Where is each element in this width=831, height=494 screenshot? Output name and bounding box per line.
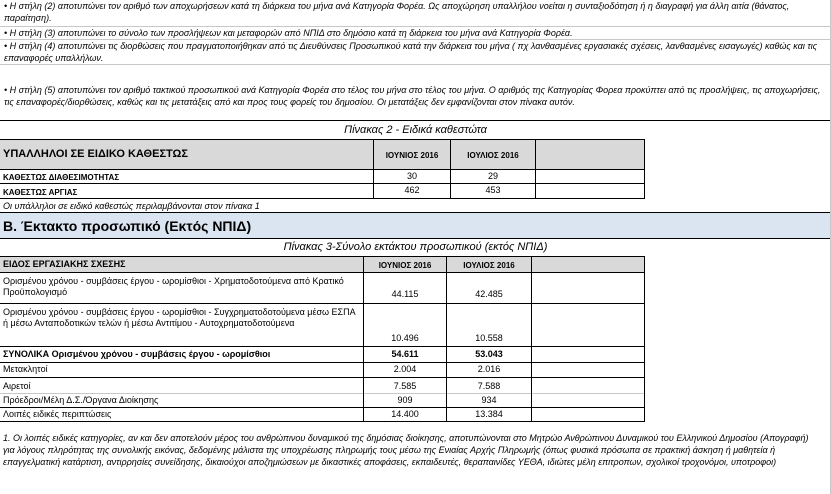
table3-row-july: 2.016: [477, 364, 501, 374]
table2-row-july: 453: [485, 185, 501, 195]
table3-row-label: Μετακλητοί: [3, 364, 48, 374]
table2-header-label: ΥΠΑΛΛΗΛΟΙ ΣΕ ΕΙΔΙΚΟ ΚΑΘΕΣΤΩΣ: [3, 148, 188, 160]
table3-row-june: 2.004: [393, 364, 417, 374]
table3-row-label: ΣΥΝΟΛΙΚΑ Ορισμένου χρόνου - συμβάσεις έργου - ωρομίσθιοι: [3, 349, 271, 359]
table3-row-label: Αιρετοί: [3, 381, 31, 391]
table3-row-june: 10.496: [391, 333, 419, 343]
table3-header-label: ΕΙΔΟΣ ΕΡΓΑΣΙΑΚΗΣ ΣΧΕΣΗΣ: [3, 259, 126, 269]
table3-row-june: 44.115: [391, 289, 419, 299]
table3-row-july: 10.558: [475, 333, 503, 343]
table3-row-july: 53.043: [475, 349, 503, 359]
table3-row-july: 7.588: [477, 381, 501, 391]
table3-row-june: 909: [397, 395, 413, 405]
note-column-2: • Η στήλη (2) αποτυπώνει τον αριθμό των αποχωρήσεων κατά τη διάρκεια του μήνα ανά Κατηγορία Φορέα. Ως αποχώρηση υπαλλήλου νοείται η συνταξιοδότηση ή η διαγραφή για άλλη αιτία (θάνατος, παραίτηση).: [4, 1, 790, 23]
table3-row-july: 13.384: [475, 409, 503, 419]
note-column-3: • Η στήλη (3) αποτυπώνει το σύνολο των προσλήψεων και μεταφορών από ΝΠΙΔ στο δημόσιο κατά τη διάρκεια του μήνα ανά Κατηγορία Φορέα.: [4, 28, 573, 38]
table3-row-label: Λοιπές ειδικές περιπτώσεις: [3, 409, 112, 419]
table2-row-june: 462: [404, 185, 420, 195]
table3-row-july: 42.485: [475, 289, 503, 299]
table3-row-june: 14.400: [391, 409, 419, 419]
note-column-4: • Η στήλη (4) αποτυπώνει τις διορθώσεις που πραγματοποιήθηκαν από τις Διευθύνσεις Προσωπικού κατά την διάρκεια του μήνα ( πχ λανθασμένες εργασιακές σχέσεις, λανθασμένες εισαγωγές) καθώς και τις επαναφορές υπαλλήλων.: [4, 41, 818, 63]
section-b-title: Β. Έκτακτο προσωπικό (Εκτός ΝΠΙΔ): [3, 218, 252, 234]
table3-row-label: Πρόεδροι/Μέλη Δ.Σ./Όργανα Διοίκησης: [3, 395, 159, 405]
table3-footnote: 1. Οι λοιπές ειδικές κατηγορίες, αν και δεν αποτελούν μέρος του ανθρώπινου δυναμικού της δημόσιας διοίκησης, αποτυπώνονται στο Μητρώο Ανθρώπινου Δυναμικού του Ελληνικού Δημοσίου (Απογραφή) για λόγους πληρότητας της συνολικής εικόνας, δεδομένης μάλιστα της υποχρέωσης πληρωμής τους μέσω της Ενιαίας Αρχής Πληρωμής (όπως φυσικά πρόσωπα σε πρακτική άσκηση ή μαθητεία ή επαγγελματική κατάρτιση, αντιρρησίες συνείδησης, δικαιούχοι αποζημιώσεων με δικαστικές αποφάσεις, εκπαιδευτές, θεραπαινίδες ΥΕΘΑ, ιδιώτες μέλη επιτροπων, σχολικοί τροχονόμοι, υποτροφοι): [3, 433, 809, 467]
table2-row-july: 29: [487, 171, 498, 181]
table2-header-june: ΙΟΥΝΙΟΣ 2016: [385, 151, 439, 160]
table2-caption: Πίνακας 2 - Ειδικά καθεστώτα: [344, 124, 487, 136]
table2-row-label: ΚΑΘΕΣΤΩΣ ΔΙΑΘΕΣΙΜΟΤΗΤΑΣ: [3, 173, 120, 182]
table3-row-label: Ορισμένου χρόνου - συμβάσεις έργου - ωρομίσθιοι - Χρηματοδοτούμενα από Κρατικό Προϋπολογισμό: [3, 276, 344, 297]
table3-row-july: 934: [481, 395, 497, 405]
table2-footnote: Οι υπάλληλοι σε ειδικό καθεστώς περιλαμβάνονται στον πίνακα 1: [3, 201, 260, 211]
table3-row-june: 54.611: [391, 349, 419, 359]
table2-header-july: ΙΟΥΛΙΟΣ 2016: [467, 151, 519, 160]
table3-row-june: 7.585: [393, 381, 417, 391]
table3-caption: Πίνακας 3-Σύνολο εκτάκτου προσωπικού (εκτός ΝΠΙΔ): [283, 241, 548, 253]
table2-row-june: 30: [406, 171, 417, 181]
table3-header-july: ΙΟΥΛΙΟΣ 2016: [463, 261, 515, 270]
table2-row-label: ΚΑΘΕΣΤΩΣ ΑΡΓΙΑΣ: [3, 188, 78, 197]
table3-row-label: Ορισμένου χρόνου - συμβάσεις έργου - ωρομίσθιοι - Συγχρηματοδοτούμενα μέσω ΕΣΠΑ ή μέσω Ανταποδοτικών τελών ή μέσω Αντιτίμου - Αυτοχρηματοδοτούμενα: [3, 307, 356, 328]
note-column-5: • Η στήλη (5) αποτυπώνει τον αριθμό τακτικού προσωπικού ανά Κατηγορία Φορέα στο τέλος του μήνα στο τέλος του μήνα. Ο αριθμός της Κατηγορίας Φορεα προκύπτει από τις προσλήψεις, τις αποχωρήσεις, τις επαναφορές/διορθώσεις, καθώς και τις μετατάξεις από και προς τους φορείς του δημοσίου. Οι μετατάξεις δεν εμφανίζονται στον πίνακα αυτόν.: [4, 85, 821, 107]
table3-header-june: ΙΟΥΝΙΟΣ 2016: [378, 261, 432, 270]
